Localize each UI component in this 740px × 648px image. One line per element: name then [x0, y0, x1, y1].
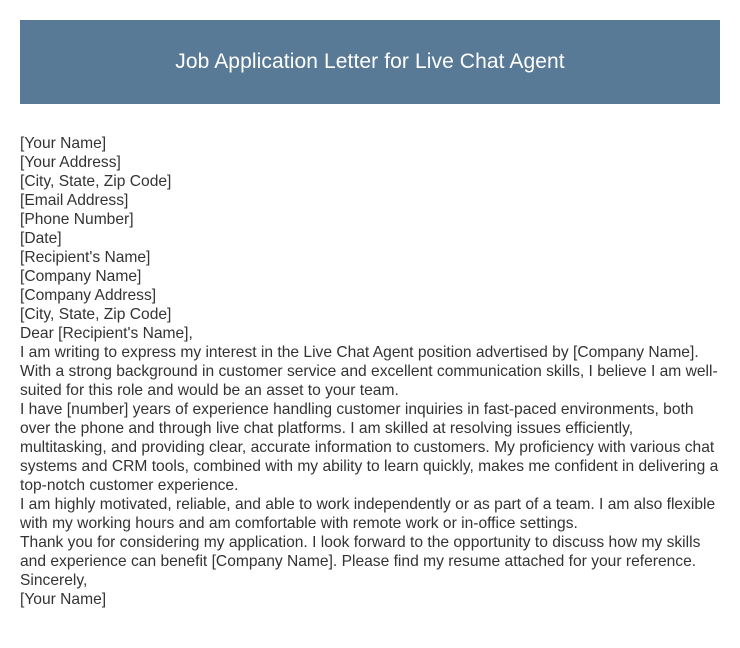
- letter-body: [20, 134, 722, 609]
- letter-date: [Date]: [20, 230, 62, 247]
- sender-email: [Email Address]: [20, 192, 129, 209]
- sender-phone: [Phone Number]: [20, 211, 134, 228]
- recipient-name: [Recipient's Name]: [20, 249, 151, 266]
- page-title: Job Application Letter for Live Chat Agent: [175, 50, 565, 73]
- title-banner: [20, 20, 720, 104]
- sender-name: [Your Name]: [20, 135, 107, 152]
- signature: [Your Name]: [20, 591, 107, 608]
- paragraph-qualities: I am highly motivated, reliable, and able to work independently or as part of a team. I am also flexible with my working hours and am comfortable with remote work or in-office settings.: [20, 496, 716, 532]
- paragraph-intro: I am writing to express my interest in the Live Chat Agent position advertised by [Company Name]. With a strong background in customer service and excellent communication skills, I believe I am well-suited for this role and would be an asset to your team.: [20, 344, 718, 399]
- closing: Sincerely,: [20, 572, 88, 589]
- paragraph-experience: I have [number] years of experience handling customer inquiries in fast-paced environments, both over the phone and through live chat platforms. I am skilled at resolving issues efficiently, multitasking, and providing clear, accurate information to customers. My proficiency with various chat systems and CRM tools, combined with my ability to learn quickly, makes me confident in delivering a top-notch customer experience.: [20, 401, 719, 494]
- salutation: Dear [Recipient's Name],: [20, 325, 193, 342]
- sender-address: [Your Address]: [20, 154, 121, 171]
- paragraph-closing: Thank you for considering my application. I look forward to the opportunity to discuss how my skills and experience can benefit [Company Name]. Please find my resume attached for your reference.: [20, 534, 701, 570]
- company-address: [Company Address]: [20, 287, 157, 304]
- company-city: [City, State, Zip Code]: [20, 306, 172, 323]
- sender-city: [City, State, Zip Code]: [20, 173, 172, 190]
- company-name: [Company Name]: [20, 268, 142, 285]
